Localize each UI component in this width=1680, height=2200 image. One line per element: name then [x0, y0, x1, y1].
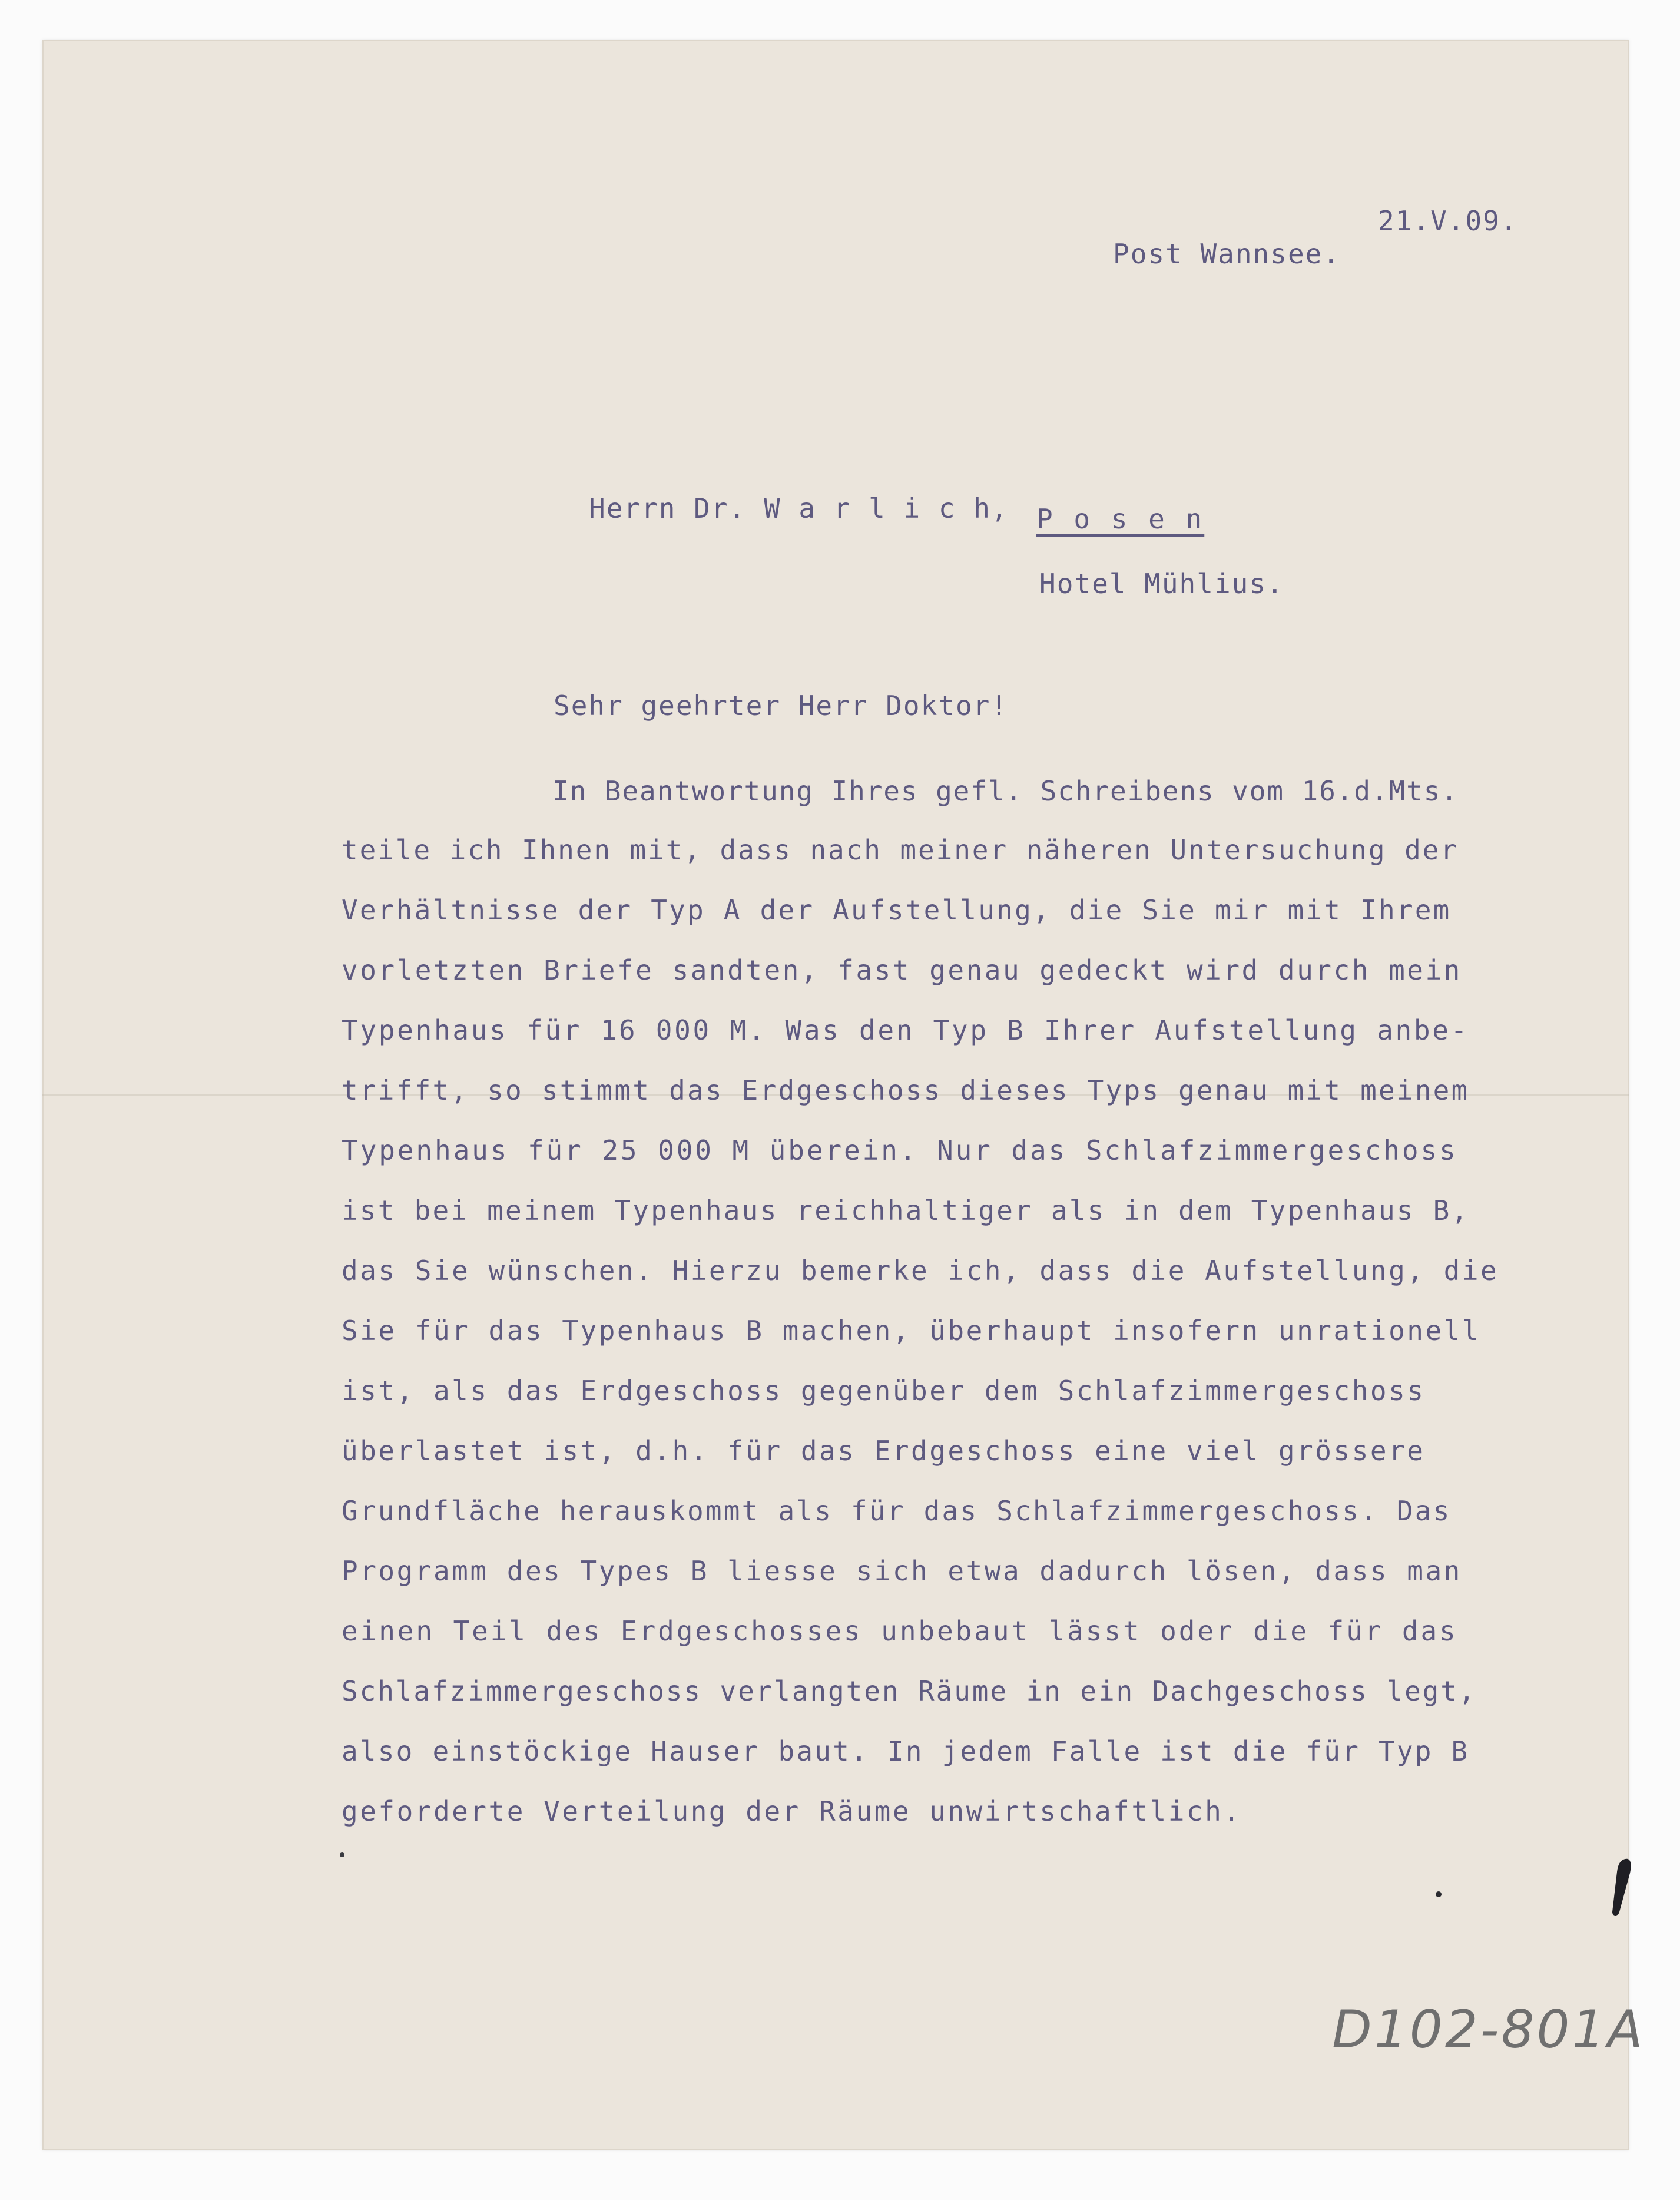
body-line: Sie für das Typenhaus B machen, überhaupt insofern unrationell	[342, 1315, 1481, 1347]
body-line: trifft, so stimmt das Erdgeschoss dieses Typs genau mit meinem	[342, 1074, 1470, 1106]
recipient-city: P o s e n	[1036, 503, 1205, 535]
letter-place: Post Wannsee.	[1113, 238, 1341, 270]
salutation: Sehr geehrter Herr Doktor!	[554, 690, 1009, 722]
archive-number: D102-801A	[1332, 1999, 1645, 2060]
body-line: Programm des Types B liesse sich etwa dadurch lösen, dass man	[342, 1555, 1462, 1587]
body-line: In Beantwortung Ihres gefl. Schreibens vom 16.d.Mts.	[552, 775, 1459, 807]
body-line: Typenhaus für 25 000 M überein. Nur das Schlafzimmergeschoss	[342, 1134, 1458, 1166]
body-line: teile ich Ihnen mit, dass nach meiner näheren Untersuchung der	[342, 834, 1459, 866]
body-line: Schlafzimmergeschoss verlangten Räume in ein Dachgeschoss legt,	[342, 1675, 1477, 1707]
ink-dot-icon	[1435, 1891, 1442, 1898]
body-line: vorletzten Briefe sandten, fast genau gedeckt wird durch mein	[342, 954, 1462, 986]
body-line: also einstöckige Hauser baut. In jedem Falle ist die für Typ B	[342, 1735, 1470, 1767]
body-line: überlastet ist, d.h. für das Erdgeschoss eine viel grössere	[342, 1435, 1426, 1467]
body-line: Typenhaus für 16 000 M. Was den Typ B Ihrer Aufstellung anbe-	[342, 1014, 1470, 1046]
recipient-name: Herrn Dr. W a r l i c h,	[589, 492, 1009, 524]
ink-mark-icon	[1602, 1855, 1637, 1920]
body-line: geforderte Verteilung der Räume unwirtschaftlich.	[342, 1795, 1242, 1827]
body-line: das Sie wünschen. Hierzu bemerke ich, dass die Aufstellung, die	[342, 1255, 1499, 1286]
letter-date: 21.V.09.	[1378, 205, 1518, 237]
body-line: ist, als das Erdgeschoss gegenüber dem Schlafzimmergeschoss	[342, 1375, 1426, 1407]
recipient-hotel: Hotel Mühlius.	[1039, 568, 1284, 600]
ink-dot-icon	[339, 1852, 345, 1858]
body-line: ist bei meinem Typenhaus reichhaltiger als in dem Typenhaus B,	[342, 1195, 1470, 1226]
body-line: Verhältnisse der Typ A der Aufstellung, die Sie mir mit Ihrem	[342, 894, 1452, 926]
body-line: einen Teil des Erdgeschosses unbebaut lässt oder die für das	[342, 1615, 1458, 1647]
body-line: Grundfläche herauskommt als für das Schlafzimmergeschoss. Das	[342, 1495, 1452, 1527]
